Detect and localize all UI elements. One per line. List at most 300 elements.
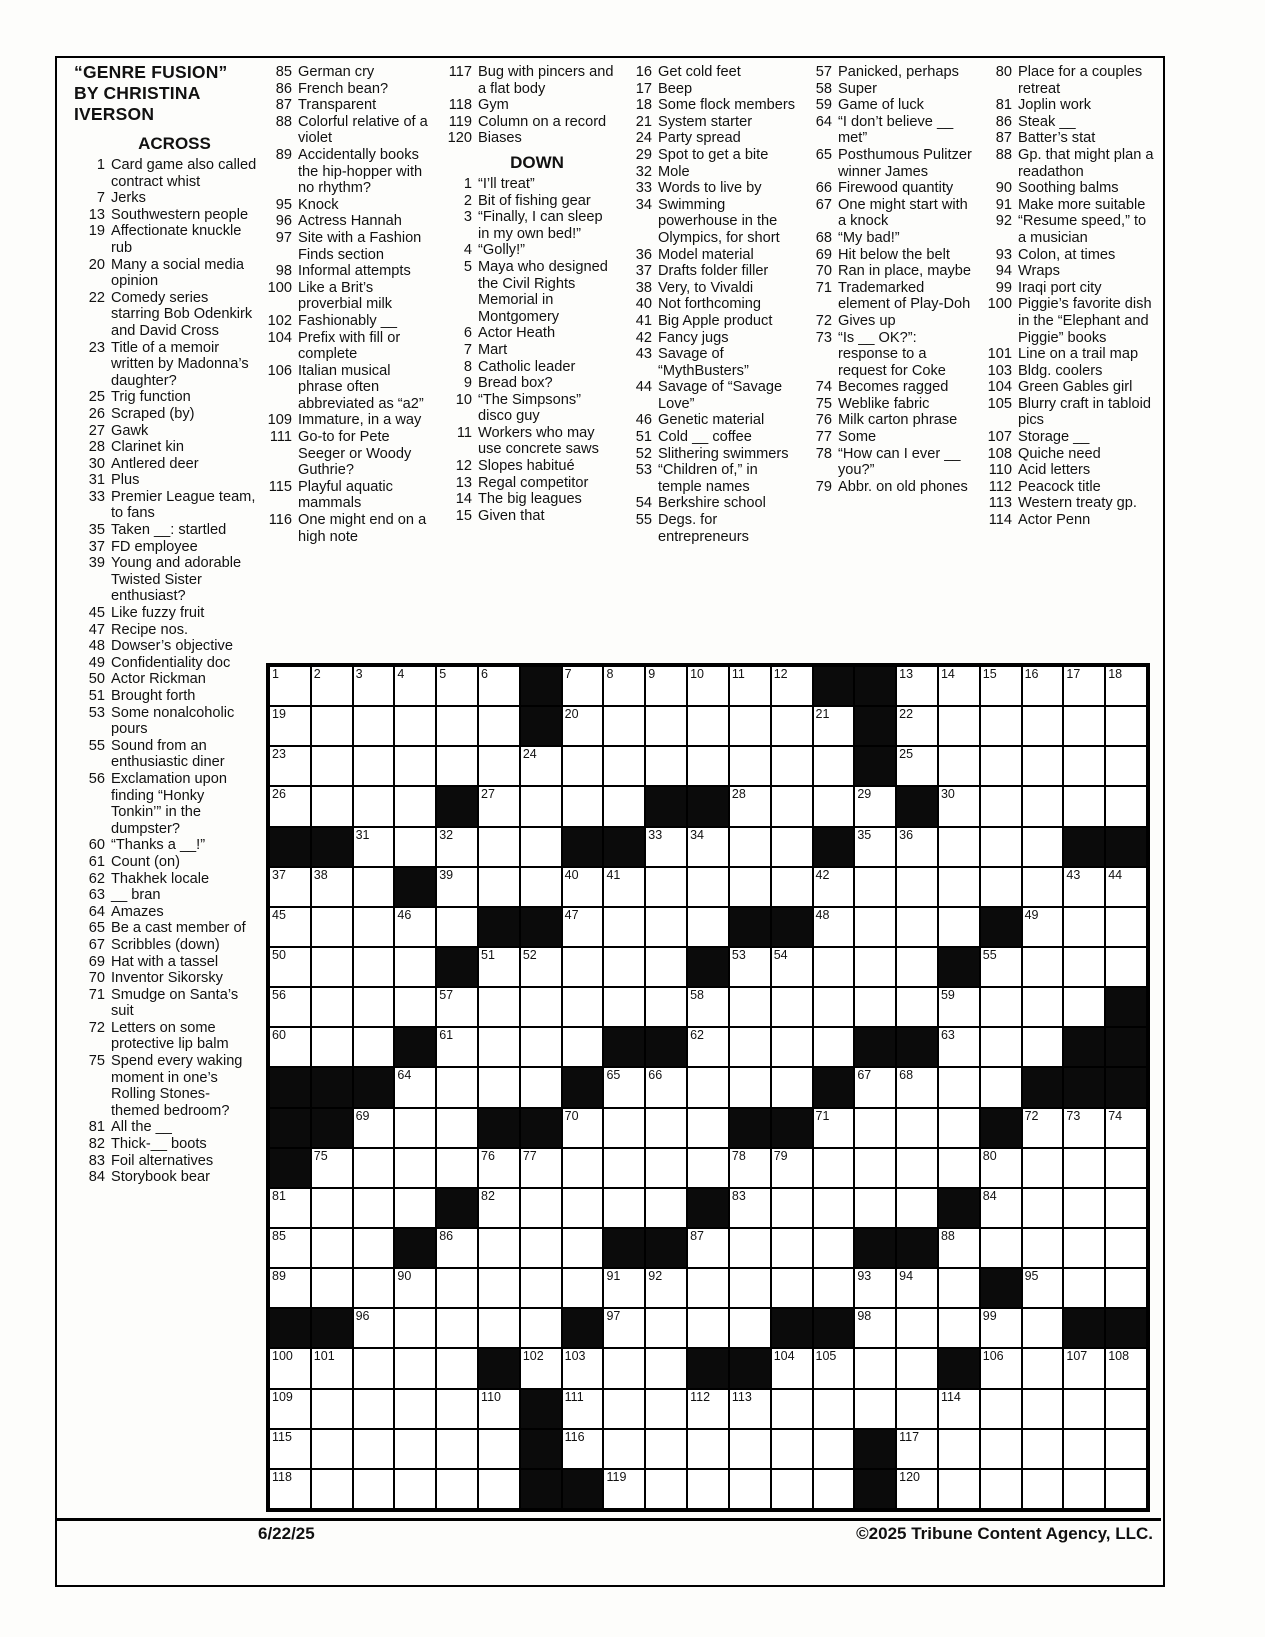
grid-cell[interactable] xyxy=(269,786,311,826)
grid-cell[interactable] xyxy=(980,1148,1022,1188)
grid-cell[interactable] xyxy=(854,947,896,987)
grid-cell[interactable] xyxy=(896,706,938,746)
grid-cell[interactable] xyxy=(854,1148,896,1188)
grid-cell[interactable] xyxy=(1022,1389,1064,1429)
grid-cell[interactable] xyxy=(645,987,687,1027)
grid-cell[interactable] xyxy=(771,1469,813,1509)
grid-cell[interactable] xyxy=(562,867,604,907)
grid-cell[interactable] xyxy=(687,1148,729,1188)
grid-cell[interactable] xyxy=(1022,1148,1064,1188)
grid-cell[interactable] xyxy=(353,1429,395,1469)
grid-cell[interactable] xyxy=(771,786,813,826)
grid-cell[interactable] xyxy=(311,786,353,826)
grid-cell[interactable] xyxy=(980,1308,1022,1348)
grid-cell[interactable] xyxy=(394,1348,436,1388)
grid-cell[interactable] xyxy=(603,867,645,907)
grid-cell[interactable] xyxy=(394,1469,436,1509)
grid-cell[interactable] xyxy=(854,1188,896,1228)
grid-cell[interactable] xyxy=(269,1429,311,1469)
grid-cell[interactable] xyxy=(729,706,771,746)
grid-cell[interactable] xyxy=(394,1108,436,1148)
grid-cell[interactable] xyxy=(645,907,687,947)
grid-cell[interactable] xyxy=(311,1348,353,1388)
grid-cell[interactable] xyxy=(1022,1429,1064,1469)
grid-cell[interactable] xyxy=(311,867,353,907)
grid-cell[interactable] xyxy=(771,1027,813,1067)
grid-cell[interactable] xyxy=(269,987,311,1027)
grid-cell[interactable] xyxy=(729,867,771,907)
grid-cell[interactable] xyxy=(311,907,353,947)
grid-cell[interactable] xyxy=(938,746,980,786)
grid-cell[interactable] xyxy=(562,1429,604,1469)
grid-cell[interactable] xyxy=(269,746,311,786)
grid-cell[interactable] xyxy=(938,1389,980,1429)
grid-cell[interactable] xyxy=(854,1067,896,1107)
grid-cell[interactable] xyxy=(813,1429,855,1469)
grid-cell[interactable] xyxy=(813,867,855,907)
grid-cell[interactable] xyxy=(645,1108,687,1148)
grid-cell[interactable] xyxy=(980,1188,1022,1228)
grid-cell[interactable] xyxy=(562,947,604,987)
grid-cell[interactable] xyxy=(353,1027,395,1067)
grid-cell[interactable] xyxy=(603,1188,645,1228)
grid-cell[interactable] xyxy=(353,1108,395,1148)
grid-cell[interactable] xyxy=(1063,1228,1105,1268)
grid-cell[interactable] xyxy=(813,1108,855,1148)
grid-cell[interactable] xyxy=(729,666,771,706)
grid-cell[interactable] xyxy=(436,1429,478,1469)
grid-cell[interactable] xyxy=(771,706,813,746)
grid-cell[interactable] xyxy=(645,1268,687,1308)
grid-cell[interactable] xyxy=(520,746,562,786)
grid-cell[interactable] xyxy=(896,1188,938,1228)
grid-cell[interactable] xyxy=(478,1148,520,1188)
grid-cell[interactable] xyxy=(1022,1228,1064,1268)
grid-cell[interactable] xyxy=(1063,867,1105,907)
grid-cell[interactable] xyxy=(687,1268,729,1308)
grid-cell[interactable] xyxy=(603,1148,645,1188)
grid-cell[interactable] xyxy=(478,867,520,907)
grid-cell[interactable] xyxy=(603,1429,645,1469)
grid-cell[interactable] xyxy=(645,947,687,987)
grid-cell[interactable] xyxy=(813,1469,855,1509)
grid-cell[interactable] xyxy=(938,1108,980,1148)
grid-cell[interactable] xyxy=(1063,947,1105,987)
grid-cell[interactable] xyxy=(938,827,980,867)
grid-cell[interactable] xyxy=(1105,1348,1147,1388)
grid-cell[interactable] xyxy=(520,827,562,867)
grid-cell[interactable] xyxy=(269,947,311,987)
grid-cell[interactable] xyxy=(1022,827,1064,867)
grid-cell[interactable] xyxy=(1063,1348,1105,1388)
grid-cell[interactable] xyxy=(645,1308,687,1348)
grid-cell[interactable] xyxy=(311,1429,353,1469)
grid-cell[interactable] xyxy=(980,1067,1022,1107)
grid-cell[interactable] xyxy=(771,746,813,786)
grid-cell[interactable] xyxy=(1022,1268,1064,1308)
grid-cell[interactable] xyxy=(311,947,353,987)
grid-cell[interactable] xyxy=(645,1429,687,1469)
grid-cell[interactable] xyxy=(436,1469,478,1509)
grid-cell[interactable] xyxy=(813,1268,855,1308)
grid-cell[interactable] xyxy=(729,1067,771,1107)
grid-cell[interactable] xyxy=(896,987,938,1027)
grid-cell[interactable] xyxy=(854,867,896,907)
grid-cell[interactable] xyxy=(353,947,395,987)
grid-cell[interactable] xyxy=(980,867,1022,907)
grid-cell[interactable] xyxy=(687,1389,729,1429)
grid-cell[interactable] xyxy=(1063,706,1105,746)
grid-cell[interactable] xyxy=(520,1148,562,1188)
grid-cell[interactable] xyxy=(562,907,604,947)
grid-cell[interactable] xyxy=(436,1308,478,1348)
grid-cell[interactable] xyxy=(980,746,1022,786)
grid-cell[interactable] xyxy=(729,1308,771,1348)
grid-cell[interactable] xyxy=(520,1067,562,1107)
grid-cell[interactable] xyxy=(687,1067,729,1107)
grid-cell[interactable] xyxy=(394,1389,436,1429)
grid-cell[interactable] xyxy=(1105,1268,1147,1308)
grid-cell[interactable] xyxy=(1022,1108,1064,1148)
grid-cell[interactable] xyxy=(1022,706,1064,746)
grid-cell[interactable] xyxy=(311,1148,353,1188)
grid-cell[interactable] xyxy=(645,1148,687,1188)
grid-cell[interactable] xyxy=(311,1268,353,1308)
grid-cell[interactable] xyxy=(938,1027,980,1067)
grid-cell[interactable] xyxy=(394,1067,436,1107)
grid-cell[interactable] xyxy=(980,666,1022,706)
grid-cell[interactable] xyxy=(562,1268,604,1308)
grid-cell[interactable] xyxy=(938,1268,980,1308)
grid-cell[interactable] xyxy=(729,1469,771,1509)
grid-cell[interactable] xyxy=(687,1308,729,1348)
grid-cell[interactable] xyxy=(1063,987,1105,1027)
grid-cell[interactable] xyxy=(854,1108,896,1148)
grid-cell[interactable] xyxy=(353,1188,395,1228)
grid-cell[interactable] xyxy=(687,706,729,746)
grid-cell[interactable] xyxy=(562,1108,604,1148)
grid-cell[interactable] xyxy=(353,746,395,786)
grid-cell[interactable] xyxy=(729,1228,771,1268)
grid-cell[interactable] xyxy=(394,907,436,947)
grid-cell[interactable] xyxy=(1022,947,1064,987)
grid-cell[interactable] xyxy=(813,947,855,987)
grid-cell[interactable] xyxy=(1063,786,1105,826)
grid-cell[interactable] xyxy=(771,1429,813,1469)
grid-cell[interactable] xyxy=(896,867,938,907)
grid-cell[interactable] xyxy=(311,666,353,706)
grid-cell[interactable] xyxy=(478,1429,520,1469)
grid-cell[interactable] xyxy=(603,666,645,706)
grid-cell[interactable] xyxy=(269,1268,311,1308)
grid-cell[interactable] xyxy=(1022,1308,1064,1348)
grid-cell[interactable] xyxy=(729,746,771,786)
grid-cell[interactable] xyxy=(311,1228,353,1268)
grid-cell[interactable] xyxy=(603,1348,645,1388)
grid-cell[interactable] xyxy=(1105,947,1147,987)
grid-cell[interactable] xyxy=(436,1389,478,1429)
grid-cell[interactable] xyxy=(394,746,436,786)
grid-cell[interactable] xyxy=(1022,907,1064,947)
grid-cell[interactable] xyxy=(854,907,896,947)
grid-cell[interactable] xyxy=(520,786,562,826)
grid-cell[interactable] xyxy=(353,706,395,746)
grid-cell[interactable] xyxy=(478,1228,520,1268)
grid-cell[interactable] xyxy=(896,1268,938,1308)
grid-cell[interactable] xyxy=(687,1108,729,1148)
grid-cell[interactable] xyxy=(436,1148,478,1188)
grid-cell[interactable] xyxy=(436,1067,478,1107)
grid-cell[interactable] xyxy=(520,1308,562,1348)
grid-cell[interactable] xyxy=(1105,786,1147,826)
grid-cell[interactable] xyxy=(729,1429,771,1469)
grid-cell[interactable] xyxy=(771,1348,813,1388)
grid-cell[interactable] xyxy=(311,1188,353,1228)
grid-cell[interactable] xyxy=(980,1228,1022,1268)
grid-cell[interactable] xyxy=(896,1469,938,1509)
grid-cell[interactable] xyxy=(603,1268,645,1308)
grid-cell[interactable] xyxy=(938,987,980,1027)
grid-cell[interactable] xyxy=(394,786,436,826)
grid-cell[interactable] xyxy=(687,907,729,947)
grid-cell[interactable] xyxy=(813,746,855,786)
grid-cell[interactable] xyxy=(1022,746,1064,786)
grid-cell[interactable] xyxy=(436,666,478,706)
grid-cell[interactable] xyxy=(394,1429,436,1469)
grid-cell[interactable] xyxy=(603,1308,645,1348)
grid-cell[interactable] xyxy=(729,1027,771,1067)
grid-cell[interactable] xyxy=(729,1389,771,1429)
grid-cell[interactable] xyxy=(1105,1228,1147,1268)
grid-cell[interactable] xyxy=(562,1188,604,1228)
grid-cell[interactable] xyxy=(520,987,562,1027)
grid-cell[interactable] xyxy=(353,666,395,706)
grid-cell[interactable] xyxy=(269,867,311,907)
grid-cell[interactable] xyxy=(478,786,520,826)
grid-cell[interactable] xyxy=(938,867,980,907)
grid-cell[interactable] xyxy=(729,1188,771,1228)
grid-cell[interactable] xyxy=(478,827,520,867)
grid-cell[interactable] xyxy=(311,1027,353,1067)
grid-cell[interactable] xyxy=(1063,1268,1105,1308)
grid-cell[interactable] xyxy=(269,907,311,947)
grid-cell[interactable] xyxy=(353,1228,395,1268)
grid-cell[interactable] xyxy=(394,827,436,867)
grid-cell[interactable] xyxy=(896,1429,938,1469)
grid-cell[interactable] xyxy=(980,987,1022,1027)
grid-cell[interactable] xyxy=(938,1469,980,1509)
grid-cell[interactable] xyxy=(353,1268,395,1308)
grid-cell[interactable] xyxy=(353,786,395,826)
grid-cell[interactable] xyxy=(436,706,478,746)
grid-cell[interactable] xyxy=(687,987,729,1027)
grid-cell[interactable] xyxy=(394,1308,436,1348)
grid-cell[interactable] xyxy=(1063,1429,1105,1469)
grid-cell[interactable] xyxy=(645,1348,687,1388)
grid-cell[interactable] xyxy=(436,1348,478,1388)
grid-cell[interactable] xyxy=(687,1228,729,1268)
grid-cell[interactable] xyxy=(938,1429,980,1469)
grid-cell[interactable] xyxy=(520,947,562,987)
grid-cell[interactable] xyxy=(478,706,520,746)
grid-cell[interactable] xyxy=(562,786,604,826)
grid-cell[interactable] xyxy=(896,1348,938,1388)
grid-cell[interactable] xyxy=(478,1067,520,1107)
grid-cell[interactable] xyxy=(269,1348,311,1388)
grid-cell[interactable] xyxy=(478,1027,520,1067)
grid-cell[interactable] xyxy=(603,987,645,1027)
grid-cell[interactable] xyxy=(896,1067,938,1107)
grid-cell[interactable] xyxy=(1105,1389,1147,1429)
grid-cell[interactable] xyxy=(478,947,520,987)
grid-cell[interactable] xyxy=(1063,1188,1105,1228)
grid-cell[interactable] xyxy=(896,1389,938,1429)
grid-cell[interactable] xyxy=(562,1228,604,1268)
grid-cell[interactable] xyxy=(436,987,478,1027)
grid-cell[interactable] xyxy=(353,1348,395,1388)
grid-cell[interactable] xyxy=(813,1228,855,1268)
grid-cell[interactable] xyxy=(394,1268,436,1308)
grid-cell[interactable] xyxy=(269,1188,311,1228)
grid-cell[interactable] xyxy=(771,1228,813,1268)
grid-cell[interactable] xyxy=(687,867,729,907)
grid-cell[interactable] xyxy=(1022,786,1064,826)
grid-cell[interactable] xyxy=(813,1389,855,1429)
grid-cell[interactable] xyxy=(520,867,562,907)
grid-cell[interactable] xyxy=(603,746,645,786)
grid-cell[interactable] xyxy=(645,827,687,867)
grid-cell[interactable] xyxy=(645,706,687,746)
grid-cell[interactable] xyxy=(1022,666,1064,706)
grid-cell[interactable] xyxy=(1063,1108,1105,1148)
grid-cell[interactable] xyxy=(645,1188,687,1228)
grid-cell[interactable] xyxy=(394,1188,436,1228)
grid-cell[interactable] xyxy=(478,1308,520,1348)
grid-cell[interactable] xyxy=(938,666,980,706)
grid-cell[interactable] xyxy=(896,1148,938,1188)
grid-cell[interactable] xyxy=(311,706,353,746)
grid-cell[interactable] xyxy=(1022,987,1064,1027)
grid-cell[interactable] xyxy=(311,746,353,786)
grid-cell[interactable] xyxy=(645,746,687,786)
grid-cell[interactable] xyxy=(813,1027,855,1067)
grid-cell[interactable] xyxy=(436,827,478,867)
grid-cell[interactable] xyxy=(938,1148,980,1188)
grid-cell[interactable] xyxy=(269,1389,311,1429)
grid-cell[interactable] xyxy=(980,1389,1022,1429)
grid-cell[interactable] xyxy=(687,1469,729,1509)
grid-cell[interactable] xyxy=(771,1389,813,1429)
grid-cell[interactable] xyxy=(311,1469,353,1509)
grid-cell[interactable] xyxy=(353,827,395,867)
grid-cell[interactable] xyxy=(1063,1389,1105,1429)
grid-cell[interactable] xyxy=(436,907,478,947)
grid-cell[interactable] xyxy=(771,1268,813,1308)
grid-cell[interactable] xyxy=(478,1389,520,1429)
grid-cell[interactable] xyxy=(771,987,813,1027)
grid-cell[interactable] xyxy=(771,827,813,867)
grid-cell[interactable] xyxy=(771,1188,813,1228)
grid-cell[interactable] xyxy=(520,1188,562,1228)
grid-cell[interactable] xyxy=(729,987,771,1027)
grid-cell[interactable] xyxy=(353,1308,395,1348)
grid-cell[interactable] xyxy=(1105,1429,1147,1469)
grid-cell[interactable] xyxy=(1063,746,1105,786)
grid-cell[interactable] xyxy=(771,1148,813,1188)
grid-cell[interactable] xyxy=(353,867,395,907)
grid-cell[interactable] xyxy=(729,1148,771,1188)
grid-cell[interactable] xyxy=(980,706,1022,746)
grid-cell[interactable] xyxy=(854,987,896,1027)
grid-cell[interactable] xyxy=(854,1268,896,1308)
grid-cell[interactable] xyxy=(1105,1188,1147,1228)
grid-cell[interactable] xyxy=(520,1348,562,1388)
grid-cell[interactable] xyxy=(980,1027,1022,1067)
grid-cell[interactable] xyxy=(520,1268,562,1308)
grid-cell[interactable] xyxy=(854,1348,896,1388)
grid-cell[interactable] xyxy=(603,907,645,947)
grid-cell[interactable] xyxy=(980,1469,1022,1509)
grid-cell[interactable] xyxy=(1063,666,1105,706)
grid-cell[interactable] xyxy=(687,1429,729,1469)
grid-cell[interactable] xyxy=(938,786,980,826)
grid-cell[interactable] xyxy=(603,786,645,826)
grid-cell[interactable] xyxy=(813,1188,855,1228)
grid-cell[interactable] xyxy=(938,907,980,947)
grid-cell[interactable] xyxy=(603,1469,645,1509)
grid-cell[interactable] xyxy=(1063,907,1105,947)
grid-cell[interactable] xyxy=(813,1148,855,1188)
grid-cell[interactable] xyxy=(813,987,855,1027)
grid-cell[interactable] xyxy=(645,867,687,907)
grid-cell[interactable] xyxy=(771,947,813,987)
grid-cell[interactable] xyxy=(1105,666,1147,706)
grid-cell[interactable] xyxy=(603,1389,645,1429)
grid-cell[interactable] xyxy=(1063,1148,1105,1188)
grid-cell[interactable] xyxy=(478,746,520,786)
grid-cell[interactable] xyxy=(562,706,604,746)
grid-cell[interactable] xyxy=(353,907,395,947)
grid-cell[interactable] xyxy=(938,1067,980,1107)
grid-cell[interactable] xyxy=(1022,1469,1064,1509)
grid-cell[interactable] xyxy=(980,786,1022,826)
grid-cell[interactable] xyxy=(771,1067,813,1107)
grid-cell[interactable] xyxy=(687,666,729,706)
grid-cell[interactable] xyxy=(436,1027,478,1067)
grid-cell[interactable] xyxy=(478,1268,520,1308)
grid-cell[interactable] xyxy=(771,867,813,907)
grid-cell[interactable] xyxy=(813,786,855,826)
grid-cell[interactable] xyxy=(353,987,395,1027)
grid-cell[interactable] xyxy=(1063,1469,1105,1509)
grid-cell[interactable] xyxy=(896,1308,938,1348)
grid-cell[interactable] xyxy=(938,706,980,746)
grid-cell[interactable] xyxy=(1022,1188,1064,1228)
grid-cell[interactable] xyxy=(603,947,645,987)
grid-cell[interactable] xyxy=(1022,1027,1064,1067)
grid-cell[interactable] xyxy=(269,666,311,706)
grid-cell[interactable] xyxy=(394,1148,436,1188)
grid-cell[interactable] xyxy=(854,1308,896,1348)
grid-cell[interactable] xyxy=(478,1188,520,1228)
grid-cell[interactable] xyxy=(1105,1469,1147,1509)
grid-cell[interactable] xyxy=(1105,1108,1147,1148)
grid-cell[interactable] xyxy=(771,666,813,706)
grid-cell[interactable] xyxy=(813,1348,855,1388)
grid-cell[interactable] xyxy=(896,1108,938,1148)
grid-cell[interactable] xyxy=(394,947,436,987)
grid-cell[interactable] xyxy=(478,987,520,1027)
